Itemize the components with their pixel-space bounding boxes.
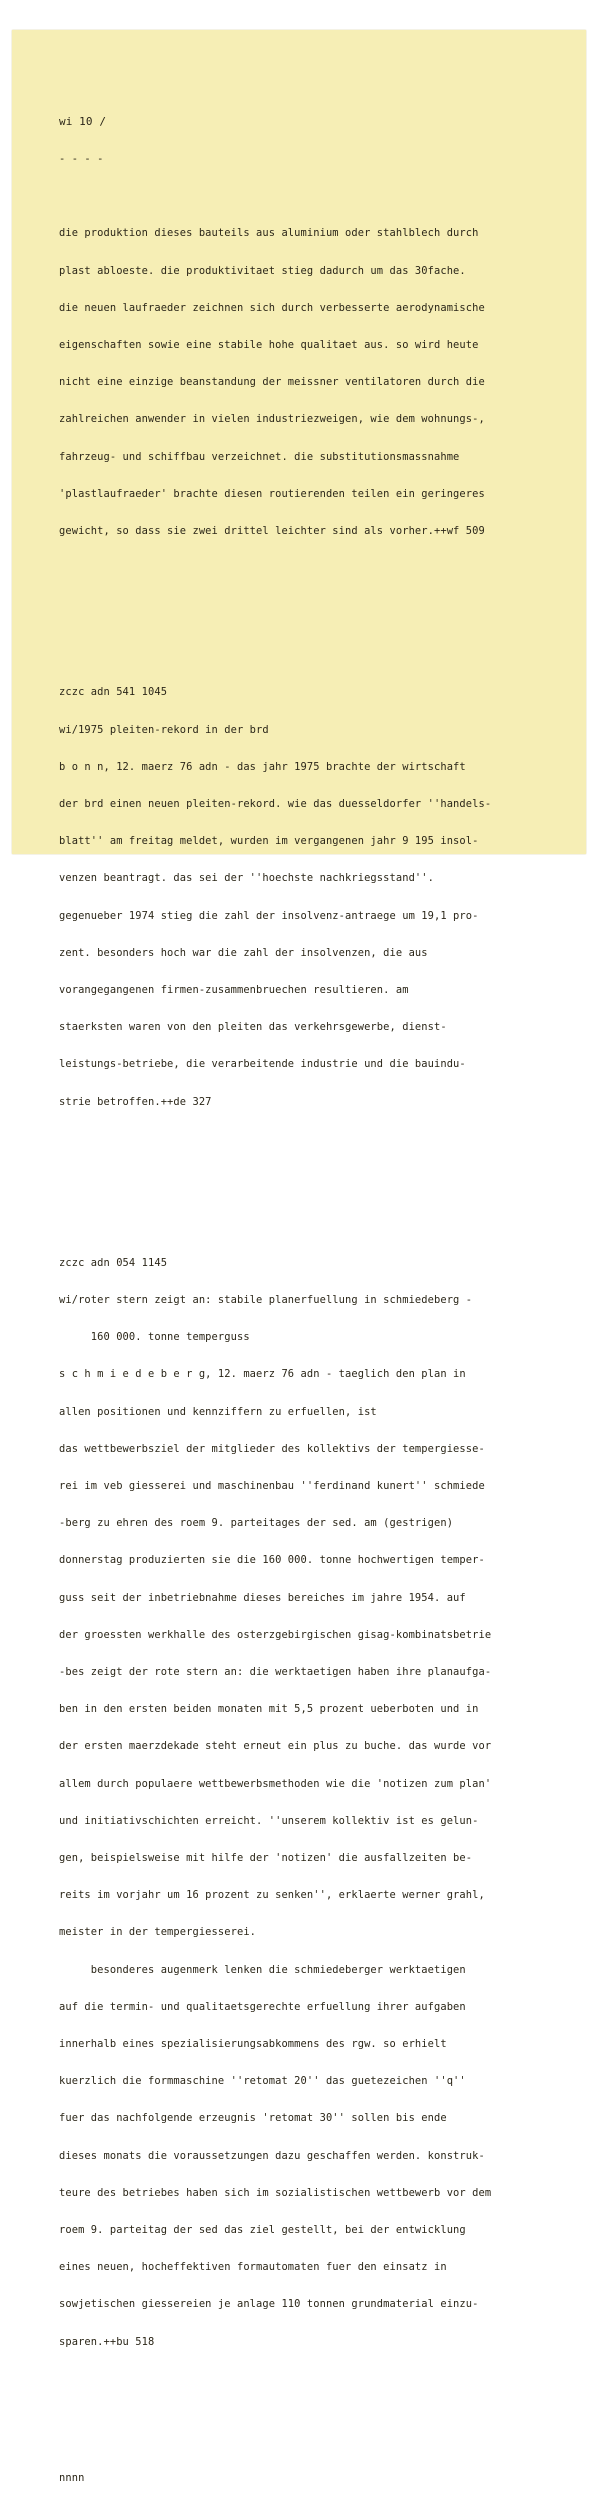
text-line: -berg zu ehren des roem 9. parteitages der sed. am (gestrigen) (59, 1517, 454, 1530)
text-line: gewicht, so dass sie zwei drittel leichter sind als vorher.++wf 509 (59, 525, 485, 538)
text-line: venzen beantragt. das sei der ''hoechste nachkriegsstand''. (59, 872, 434, 885)
text-line: der brd einen neuen pleiten-rekord. wie das duesseldorfer ''handels- (59, 797, 492, 810)
end-marker: nnnn (59, 2472, 85, 2485)
text-line: auf die termin- und qualitaetsgerechte erfuellung ihrer aufgaben (59, 2000, 466, 2013)
text-line: innerhalb eines spezialisierungsabkommens des rgw. so erhielt (59, 2038, 447, 2051)
text-line: fuer das nachfolgende erzeugnis 'retomat 30'' sollen bis ende (59, 2112, 447, 2125)
text-line: fahrzeug- und schiffbau verzeichnet. die substitutionsmassnahme (59, 450, 460, 463)
text-line: staerksten waren von den pleiten das verkehrsgewerbe, dienst- (59, 1021, 447, 1034)
text-line: eines neuen, hocheffektiven formautomaten fuer den einsatz in (59, 2261, 447, 2274)
text-line: der groessten werkhalle des osterzgebirgischen gisag-kombinatsbetrie (59, 1628, 492, 1641)
text-line: zent. besonders hoch war die zahl der insolvenzen, die aus (59, 946, 428, 959)
text-line: roem 9. parteitag der sed das ziel gestellt, bei der entwicklung (59, 2224, 466, 2237)
text-line: rei im veb giesserei und maschinenbau ''ferdinand kunert'' schmiede (59, 1480, 485, 1493)
dispatch-headline: wi/1975 pleiten-rekord in der brd (59, 723, 269, 736)
text-line: -bes zeigt der rote stern an: die werktaetigen haben ihre planaufga- (59, 1666, 492, 1679)
section-spacer (59, 1170, 589, 1195)
text-line: und initiativschichten erreicht. ''unserem kollektiv ist es gelun- (59, 1814, 479, 1827)
section-spacer (59, 599, 589, 624)
text-line: dieses monats die voraussetzungen dazu geschaffen werden. konstruk- (59, 2149, 485, 2162)
text-line: besonderes augenmerk lenken die schmiedeberger werktaetigen (59, 1963, 466, 1976)
text-line: allem durch populaere wettbewerbsmethoden wie die 'notizen zum plan' (59, 1777, 492, 1790)
text-line: s c h m i e d e b e r g, 12. maerz 76 adn - taeglich den plan in (59, 1368, 466, 1381)
text-line: blatt'' am freitag meldet, wurden im vergangenen jahr 9 195 insol- (59, 835, 479, 848)
text-line: leistungs-betriebe, die verarbeitende industrie und die bauindu- (59, 1058, 466, 1071)
text-line: zahlreichen anwender in vielen industriezweigen, wie dem wohnungs-, (59, 413, 485, 426)
text-line: reits im vorjahr um 16 prozent zu senken'', erklaerte werner grahl, (59, 1889, 485, 1902)
paper-sheet (12, 30, 586, 2485)
dispatch-headline: wi/roter stern zeigt an: stabile planerfuellung in schmiedeberg - (59, 1294, 473, 1306)
text-line: die neuen laufraeder zeichnen sich durch verbesserte aerodynamische (59, 301, 485, 314)
text-line: ben in den ersten beiden monaten mit 5,5 prozent ueberboten und in (59, 1703, 479, 1716)
section-roter-stern (59, 1232, 589, 2373)
text-line: gen, beispielsweise mit hilfe der 'notizen' die ausfallzeiten be- (59, 1852, 473, 1865)
page-number: wi 10 / (59, 114, 107, 128)
text-line: vorangegangenen firmen-zusammenbruechen resultieren. am (59, 983, 409, 996)
dispatch-subheadline: 160 000. tonne temperguss (59, 1331, 250, 1344)
text-line: eigenschaften sowie eine stabile hohe qualitaet aus. so wird heute (59, 339, 479, 352)
text-line: b o n n, 12. maerz 76 adn - das jahr 1975 brachte der wirtschaft (59, 760, 466, 773)
dispatch-code: zczc adn 541 1045 (59, 686, 168, 699)
text-line: plast abloeste. die produktivitaet stieg dadurch um das 30fache. (59, 264, 466, 277)
text-line: das wettbewerbsziel der mitglieder des kollektivs der tempergiesse- (59, 1442, 485, 1455)
text-line: nicht eine einzige beanstandung der meissner ventilatoren durch die (59, 376, 485, 389)
text-line: kuerzlich die formmaschine ''retomat 20'' das guetezeichen ''q'' (59, 2075, 466, 2088)
text-line: meister in der tempergiesserei. (59, 1926, 257, 1939)
text-line: 'plastlaufraeder' brachte diesen routierenden teilen ein geringeres (59, 487, 485, 500)
text-line: gegenueber 1974 stieg die zahl der insolvenz-antraege um 19,1 pro- (59, 909, 479, 922)
text-line: donnerstag produzierten sie die 160 000. tonne hochwertigen temper- (59, 1554, 485, 1567)
text-line: sowjetischen giessereien je anlage 110 tonnen grundmaterial einzu- (59, 2298, 479, 2311)
section-pleiten-rekord (59, 662, 589, 1133)
text-line: die produktion dieses bauteils aus aluminium oder stahlblech durch (59, 227, 479, 240)
section-spacer (59, 2410, 589, 2435)
text-line: sparen.++bu 518 (59, 2335, 155, 2348)
header-dashes: - - - - (59, 153, 104, 166)
text-line: der ersten maerzdekade steht erneut ein plus zu buche. das wurde vor (59, 1740, 492, 1753)
section-ventilatoren (59, 203, 589, 563)
document-text (59, 91, 589, 2509)
text-line: strie betroffen.++de 327 (59, 1095, 212, 1108)
text-line: teure des betriebes haben sich im sozialistischen wettbewerb vor dem (59, 2186, 492, 2199)
dispatch-code: zczc adn 054 1145 (59, 1256, 168, 1269)
text-line: guss seit der inbetriebnahme dieses bereiches im jahre 1954. auf (59, 1591, 466, 1604)
text-line: allen positionen und kennziffern zu erfuellen, ist (59, 1405, 377, 1418)
